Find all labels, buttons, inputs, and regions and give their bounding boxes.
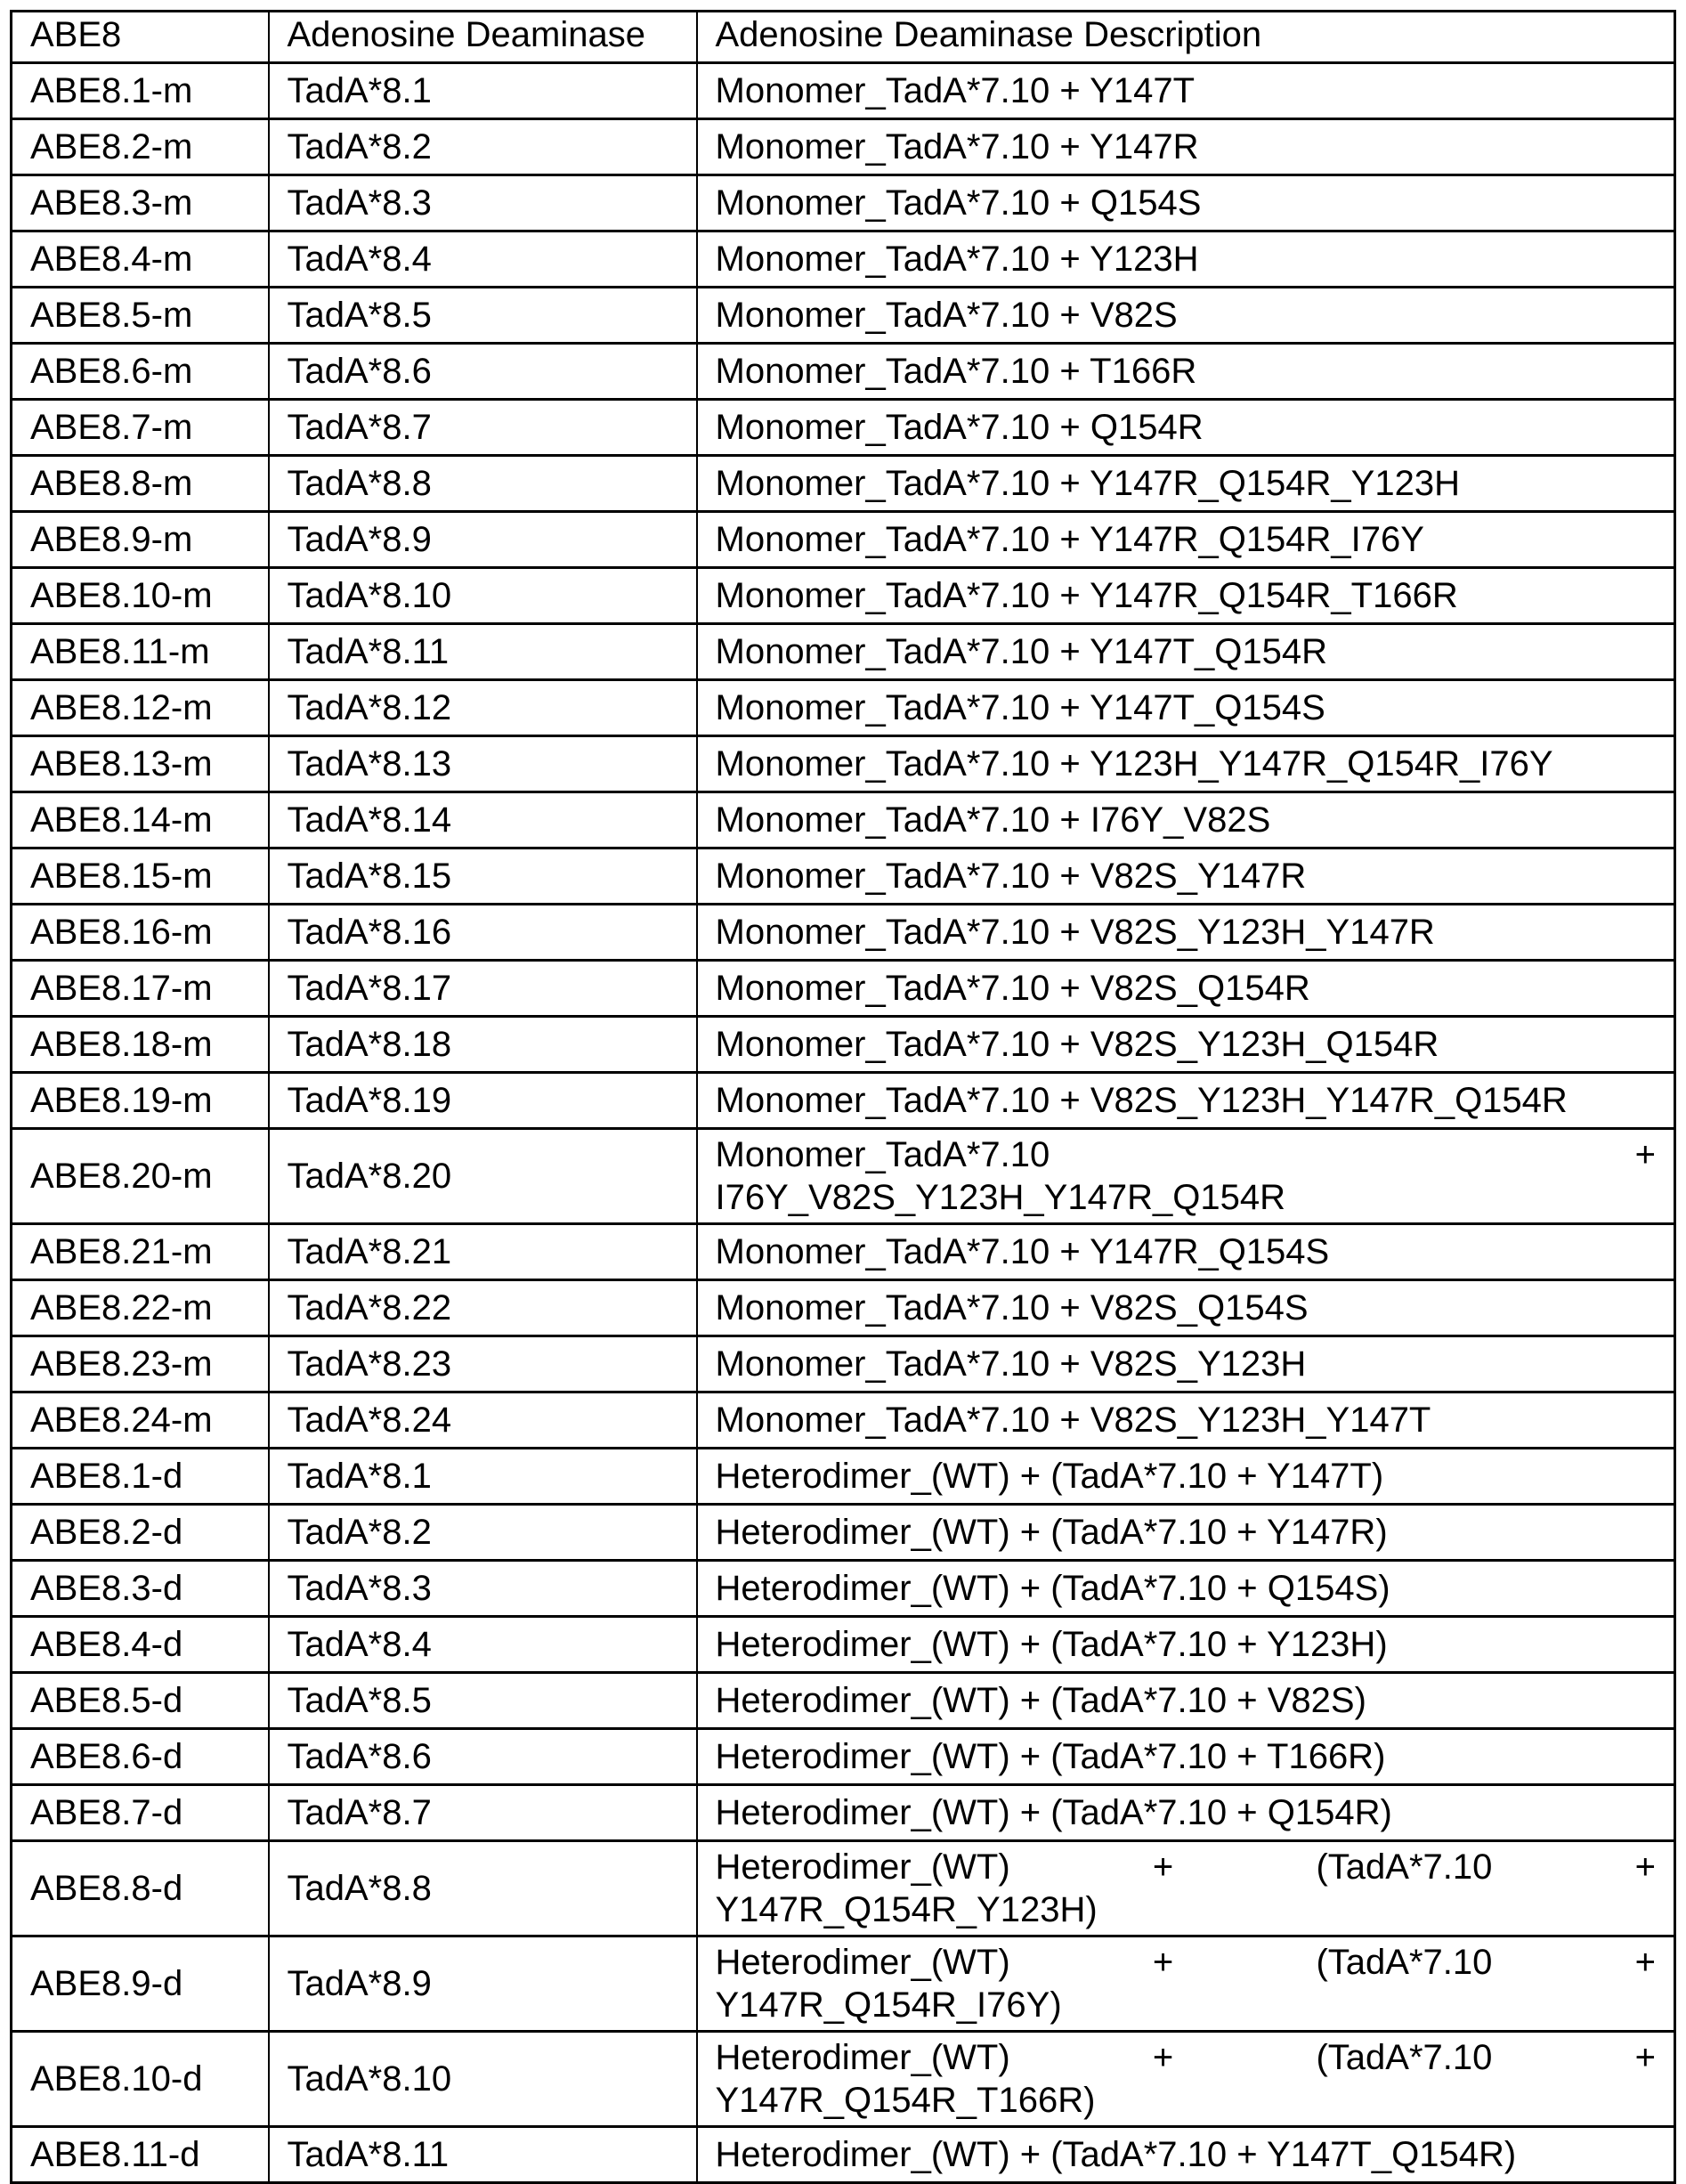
cell-description: Monomer_TadA*7.10 + V82S_Y147R — [697, 848, 1675, 905]
cell-description: Heterodimer_(WT) + (TadA*7.10 + V82S) — [697, 1673, 1675, 1729]
cell-adenosine-deaminase: TadA*8.12 — [269, 680, 697, 736]
cell-description: Monomer_TadA*7.10 + V82S_Y123H_Y147R — [697, 905, 1675, 961]
abe8-deaminase-table — [10, 10, 1676, 2184]
column-header-description: Adenosine Deaminase Description — [697, 12, 1675, 63]
cell-adenosine-deaminase: TadA*8.15 — [269, 848, 697, 905]
description-line-2: Y147R_Q154R_I76Y) — [715, 1985, 1062, 2025]
cell-description: Monomer_TadA*7.10 + Y123H_Y147R_Q154R_I76Y — [697, 736, 1675, 792]
description-wrapped — [716, 2036, 1657, 2122]
column-header-adenosine-deaminase: Adenosine Deaminase — [269, 12, 697, 63]
cell-description: Monomer_TadA*7.10 + Y147R_Q154R_T166R — [697, 568, 1675, 624]
description-line-1 — [716, 2036, 1657, 2079]
cell-description: Monomer_TadA*7.10 + Y147R_Q154R_Y123H — [697, 456, 1675, 512]
cell-description: Heterodimer_(WT) + (TadA*7.10 + Y123H) — [697, 1617, 1675, 1673]
cell-description: Monomer_TadA*7.10 + Y123H — [697, 231, 1675, 288]
description-token: + — [1634, 1847, 1656, 1887]
cell-abe8: ABE8.1-d — [12, 1449, 269, 1505]
cell-abe8: ABE8.12-m — [12, 680, 269, 736]
cell-abe8: ABE8.9-d — [12, 1936, 269, 2032]
cell-description — [697, 1841, 1675, 1936]
table-row — [12, 1073, 1675, 1129]
cell-adenosine-deaminase: TadA*8.1 — [269, 63, 697, 119]
table-row — [12, 2127, 1675, 2183]
cell-description — [697, 1129, 1675, 1224]
cell-description: Heterodimer_(WT) + (TadA*7.10 + Q154S) — [697, 1561, 1675, 1617]
cell-description: Heterodimer_(WT) + (TadA*7.10 + Y147T_Q154R) — [697, 2127, 1675, 2183]
cell-description: Monomer_TadA*7.10 + Y147T_Q154S — [697, 680, 1675, 736]
table-row — [12, 680, 1675, 736]
cell-abe8: ABE8.23-m — [12, 1336, 269, 1392]
cell-description: Monomer_TadA*7.10 + V82S_Q154R — [697, 961, 1675, 1017]
table-row — [12, 2032, 1675, 2127]
description-wrapped — [716, 1846, 1657, 1931]
cell-adenosine-deaminase: TadA*8.18 — [269, 1017, 697, 1073]
cell-adenosine-deaminase: TadA*8.3 — [269, 175, 697, 231]
description-token: (TadA*7.10 — [1316, 1943, 1493, 1982]
cell-description: Monomer_TadA*7.10 + Y147T_Q154R — [697, 624, 1675, 680]
cell-adenosine-deaminase: TadA*8.1 — [269, 1449, 697, 1505]
cell-description: Monomer_TadA*7.10 + Y147T — [697, 63, 1675, 119]
cell-abe8: ABE8.9-m — [12, 512, 269, 568]
table-row — [12, 624, 1675, 680]
cell-adenosine-deaminase: TadA*8.9 — [269, 512, 697, 568]
table-row — [12, 1017, 1675, 1073]
cell-adenosine-deaminase: TadA*8.11 — [269, 2127, 697, 2183]
cell-abe8: ABE8.18-m — [12, 1017, 269, 1073]
cell-abe8: ABE8.11-d — [12, 2127, 269, 2183]
table-row — [12, 1392, 1675, 1449]
cell-adenosine-deaminase: TadA*8.10 — [269, 568, 697, 624]
cell-abe8: ABE8.21-m — [12, 1224, 269, 1280]
cell-adenosine-deaminase: TadA*8.4 — [269, 231, 697, 288]
cell-abe8: ABE8.10-m — [12, 568, 269, 624]
cell-adenosine-deaminase: TadA*8.17 — [269, 961, 697, 1017]
cell-abe8: ABE8.8-m — [12, 456, 269, 512]
table-row — [12, 1129, 1675, 1224]
cell-description: Monomer_TadA*7.10 + V82S_Y123H_Y147R_Q154R — [697, 1073, 1675, 1129]
description-wrapped — [716, 1941, 1657, 2026]
cell-description: Heterodimer_(WT) + (TadA*7.10 + Y147T) — [697, 1449, 1675, 1505]
cell-abe8: ABE8.2-m — [12, 119, 269, 175]
cell-description: Monomer_TadA*7.10 + Y147R — [697, 119, 1675, 175]
cell-adenosine-deaminase: TadA*8.23 — [269, 1336, 697, 1392]
cell-description: Monomer_TadA*7.10 + Y147R_Q154R_I76Y — [697, 512, 1675, 568]
description-token: + — [1152, 2038, 1174, 2077]
table-row — [12, 848, 1675, 905]
table-row — [12, 1841, 1675, 1936]
table-row — [12, 1224, 1675, 1280]
cell-description: Heterodimer_(WT) + (TadA*7.10 + Y147R) — [697, 1505, 1675, 1561]
table-row — [12, 119, 1675, 175]
cell-description — [697, 1936, 1675, 2032]
cell-description: Monomer_TadA*7.10 + V82S_Q154S — [697, 1280, 1675, 1336]
cell-abe8: ABE8.10-d — [12, 2032, 269, 2127]
cell-description: Monomer_TadA*7.10 + Y147R_Q154S — [697, 1224, 1675, 1280]
cell-adenosine-deaminase: TadA*8.11 — [269, 624, 697, 680]
cell-adenosine-deaminase: TadA*8.14 — [269, 792, 697, 848]
cell-adenosine-deaminase: TadA*8.7 — [269, 400, 697, 456]
description-token: + — [1634, 2038, 1656, 2077]
table-row — [12, 1936, 1675, 2032]
cell-adenosine-deaminase: TadA*8.16 — [269, 905, 697, 961]
cell-adenosine-deaminase: TadA*8.2 — [269, 1505, 697, 1561]
table-row — [12, 63, 1675, 119]
cell-abe8: ABE8.2-d — [12, 1505, 269, 1561]
description-line-2: I76Y_V82S_Y123H_Y147R_Q154R — [715, 1178, 1285, 1217]
description-line-2: Y147R_Q154R_T166R) — [715, 2081, 1096, 2120]
cell-adenosine-deaminase: TadA*8.3 — [269, 1561, 697, 1617]
table-row — [12, 1561, 1675, 1617]
cell-description: Monomer_TadA*7.10 + Q154S — [697, 175, 1675, 231]
cell-abe8: ABE8.5-m — [12, 288, 269, 344]
cell-description: Monomer_TadA*7.10 + V82S_Y123H_Y147T — [697, 1392, 1675, 1449]
cell-abe8: ABE8.13-m — [12, 736, 269, 792]
table-row — [12, 288, 1675, 344]
table-row — [12, 1673, 1675, 1729]
table-row — [12, 792, 1675, 848]
description-token: + — [1152, 1847, 1174, 1887]
cell-adenosine-deaminase: TadA*8.5 — [269, 288, 697, 344]
cell-abe8: ABE8.7-m — [12, 400, 269, 456]
description-token: + — [1152, 1943, 1174, 1982]
cell-abe8: ABE8.4-m — [12, 231, 269, 288]
cell-adenosine-deaminase: TadA*8.10 — [269, 2032, 697, 2127]
table-row — [12, 905, 1675, 961]
cell-abe8: ABE8.6-m — [12, 344, 269, 400]
column-header-abe8: ABE8 — [12, 12, 269, 63]
cell-abe8: ABE8.1-m — [12, 63, 269, 119]
table-row — [12, 400, 1675, 456]
cell-abe8: ABE8.11-m — [12, 624, 269, 680]
description-token: Heterodimer_(WT) — [715, 1847, 1010, 1887]
cell-description: Heterodimer_(WT) + (TadA*7.10 + Q154R) — [697, 1785, 1675, 1841]
cell-adenosine-deaminase: TadA*8.9 — [269, 1936, 697, 2032]
cell-abe8: ABE8.3-d — [12, 1561, 269, 1617]
table-body — [12, 63, 1675, 2183]
cell-abe8: ABE8.4-d — [12, 1617, 269, 1673]
cell-description: Monomer_TadA*7.10 + I76Y_V82S — [697, 792, 1675, 848]
cell-description: Monomer_TadA*7.10 + V82S_Y123H — [697, 1336, 1675, 1392]
cell-abe8: ABE8.22-m — [12, 1280, 269, 1336]
description-token: + — [1634, 1943, 1656, 1982]
table-row — [12, 344, 1675, 400]
table-row — [12, 231, 1675, 288]
cell-abe8: ABE8.20-m — [12, 1129, 269, 1224]
cell-description: Monomer_TadA*7.10 + V82S_Y123H_Q154R — [697, 1017, 1675, 1073]
cell-adenosine-deaminase: TadA*8.7 — [269, 1785, 697, 1841]
description-line-2: Y147R_Q154R_Y123H) — [715, 1890, 1098, 1929]
cell-adenosine-deaminase: TadA*8.8 — [269, 1841, 697, 1936]
cell-abe8: ABE8.24-m — [12, 1392, 269, 1449]
description-token: Heterodimer_(WT) — [715, 2038, 1010, 2077]
cell-adenosine-deaminase: TadA*8.24 — [269, 1392, 697, 1449]
cell-description: Heterodimer_(WT) + (TadA*7.10 + T166R) — [697, 1729, 1675, 1785]
description-line-1 — [716, 1133, 1657, 1176]
cell-adenosine-deaminase: TadA*8.2 — [269, 119, 697, 175]
cell-description — [697, 2032, 1675, 2127]
cell-abe8: ABE8.17-m — [12, 961, 269, 1017]
table-row — [12, 568, 1675, 624]
table-row — [12, 175, 1675, 231]
table-row — [12, 1617, 1675, 1673]
table-row — [12, 1505, 1675, 1561]
table-row — [12, 1785, 1675, 1841]
cell-description: Monomer_TadA*7.10 + Q154R — [697, 400, 1675, 456]
table-header-row — [12, 12, 1675, 63]
cell-adenosine-deaminase: TadA*8.22 — [269, 1280, 697, 1336]
cell-adenosine-deaminase: TadA*8.19 — [269, 1073, 697, 1129]
cell-description: Monomer_TadA*7.10 + V82S — [697, 288, 1675, 344]
cell-adenosine-deaminase: TadA*8.8 — [269, 456, 697, 512]
description-wrapped — [716, 1133, 1657, 1219]
cell-adenosine-deaminase: TadA*8.6 — [269, 344, 697, 400]
table-row — [12, 1729, 1675, 1785]
cell-abe8: ABE8.15-m — [12, 848, 269, 905]
cell-adenosine-deaminase: TadA*8.5 — [269, 1673, 697, 1729]
description-token: Monomer_TadA*7.10 — [715, 1135, 1050, 1174]
table-row — [12, 736, 1675, 792]
description-token: (TadA*7.10 — [1316, 1847, 1493, 1887]
table-row — [12, 1280, 1675, 1336]
cell-description: Monomer_TadA*7.10 + T166R — [697, 344, 1675, 400]
description-line-1 — [716, 1941, 1657, 1984]
table-row — [12, 961, 1675, 1017]
cell-adenosine-deaminase: TadA*8.4 — [269, 1617, 697, 1673]
cell-adenosine-deaminase: TadA*8.20 — [269, 1129, 697, 1224]
cell-abe8: ABE8.5-d — [12, 1673, 269, 1729]
cell-abe8: ABE8.3-m — [12, 175, 269, 231]
cell-adenosine-deaminase: TadA*8.21 — [269, 1224, 697, 1280]
cell-adenosine-deaminase: TadA*8.6 — [269, 1729, 697, 1785]
cell-abe8: ABE8.8-d — [12, 1841, 269, 1936]
cell-abe8: ABE8.14-m — [12, 792, 269, 848]
cell-abe8: ABE8.16-m — [12, 905, 269, 961]
cell-abe8: ABE8.7-d — [12, 1785, 269, 1841]
table-row — [12, 512, 1675, 568]
table-row — [12, 456, 1675, 512]
description-token: Heterodimer_(WT) — [715, 1943, 1010, 1982]
description-token: (TadA*7.10 — [1316, 2038, 1493, 2077]
table-row — [12, 1336, 1675, 1392]
description-line-1 — [716, 1846, 1657, 1888]
cell-abe8: ABE8.6-d — [12, 1729, 269, 1785]
cell-abe8: ABE8.19-m — [12, 1073, 269, 1129]
cell-adenosine-deaminase: TadA*8.13 — [269, 736, 697, 792]
table-row — [12, 1449, 1675, 1505]
description-token: + — [1634, 1135, 1656, 1174]
